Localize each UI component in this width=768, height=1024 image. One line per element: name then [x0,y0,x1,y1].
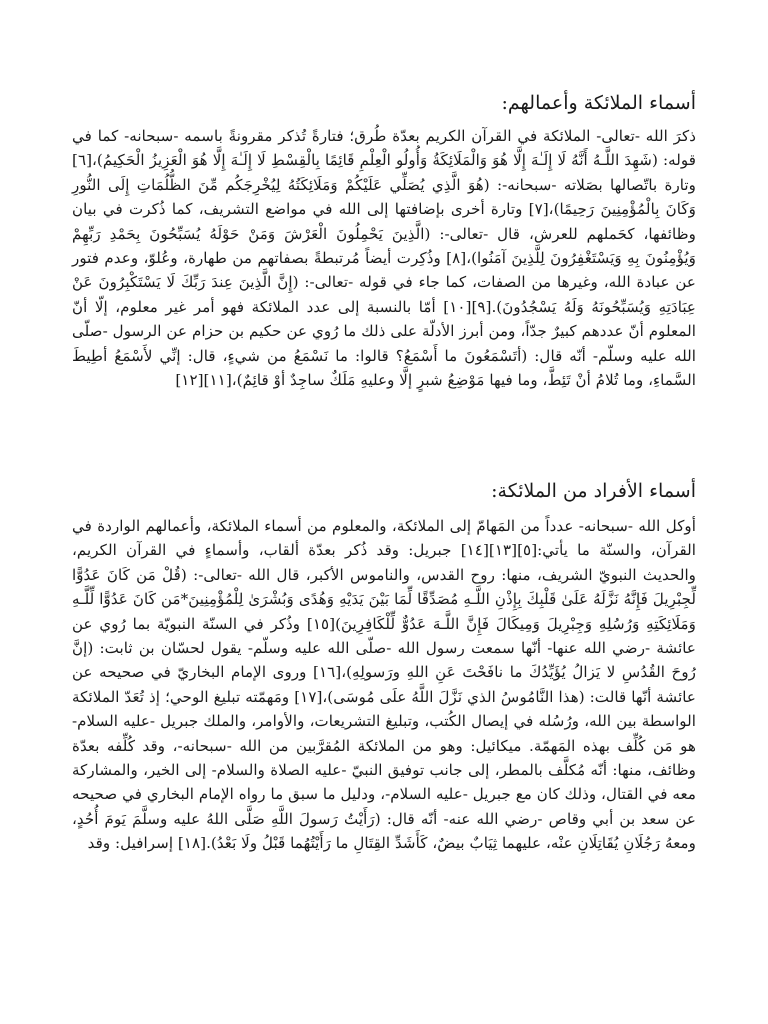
section-paragraph-individual-angels: أوكل الله -سبحانه- عدداً من المَهامّ إلى الملائكة، والمعلوم من أسماء الملائكة، وأعمالهم الواردة في القرآن، والسنّة ما يأتي:[٥][١٣][١٤] جبريل: وقد ذُكر بعدّة ألقاب، وأسماءٍ في القرآن الكريم، والحديث النبويّ الشريف، منها: روح القدس، والناموس الأكبر، قال الله -تعالى-: (قُلْ مَن كَانَ عَدُوًّا لِّجِبْرِيلَ فَإِنَّهُ نَزَّلَهُ عَلَىٰ قَلْبِكَ بِإِذْنِ اللَّـهِ مُصَدِّقًا لِّمَا بَيْنَ يَدَيْهِ وَهُدًى وَبُشْرَىٰ لِلْمُؤْمِنِينَ*مَن كَانَ عَدُوًّا لِّلَّـهِ وَمَلَائِكَتِهِ وَرُسُلِهِ وَجِبْرِيلَ وَمِيكَالَ فَإِنَّ اللَّـهَ عَدُوٌّ لِّلْكَافِرِينَ)[١٥] وذُكر في السنّة النبويّة بما رُوي عن عائشة -رضي الله عنها- أنّها سمعت رسول الله -صلّى الله عليه وسلّم- يقول لحسّان بن ثابت: (إنَّ رُوحَ القُدُسِ لا يَزالُ يُؤَيِّدُكَ ما نافَحْتَ عَنِ اللهِ ورَسولِهِ)،[١٦] وروى الإمام البخاريّ في صحيحه عن عائشة أنّها قالت: (هذا النَّامُوسُ الذي نَزَّلَ اللَّهُ علَى مُوسَى)،[١٧] ومَهمّته تبليغ الوحي؛ إذ تُعَدّ الملائكة الواسطة بين الله، ورُسُله في إيصال الكُتب، وتبليغ التشريعات، والأوامر، والملك جبريل -عليه السلام- هو مَن كُلِّف بهذه المَهمّة. ميكائيل: وهو من الملائكة المُقرَّبين من الله -سبحانه-، وقد كُلِّفه بعدّة وظائف، منها: أنّه مُكلَّف بالمطر، إلى جانب توفيق النبيّ -عليه الصلاة والسلام- إلى الخير، والمشاركة معه في القتال، وذلك كان مع جبريل -عليه السلام-، ودليل ما سبق ما رواه الإمام البخاري في صحيحه عن سعد بن أبي وقاص -رضي الله عنه- أنّه قال: (رَأَيْتُ رَسولَ اللَّهِ صَلَّى اللهُ عليه وسلَّمَ يَومَ أُحُدٍ، ومعهُ رَجُلَانِ يُقَاتِلَانِ عنْه، عليهما ثِيَابٌ بيضٌ، كَأَشَدِّ القِتَالِ ما رَأَيْتُهُما قَبْلُ ولَا بَعْدُ).[١٨] إسرافيل: وقد [72,517,696,853]
section-paragraph-angels-names-and-deeds: ذكرَ الله -تعالى- الملائكة في القرآن الكريم بعدّة طُرق؛ فتارةً تُذكر مقرونةً باسمه -سبحانه- كما في قوله: (شَهِدَ اللَّـهُ أَنَّهُ لَا إِلَـٰهَ إِلَّا هُوَ وَالْمَلَائِكَةُ وَأُولُو الْعِلْمِ قَائِمًا بِالْقِسْطِ لَا إِلَـٰهَ إِلَّا هُوَ الْعَزِيزُ الْحَكِيمُ)،[٦] وتارة باتّصالها بصَلاته -سبحانه-: (هُوَ الَّذِي يُصَلِّي عَلَيْكُمْ وَمَلَائِكَتُهُ لِيُخْرِجَكُم مِّنَ الظُّلُمَاتِ إِلَى النُّورِ وَكَانَ بِالْمُؤْمِنِينَ رَحِيمًا)،[٧] وتارة أخرى بإضافتها إلى الله في مواضع التشريف، كما ذُكرت في بيان وظائفها، كحَملهم للعرش، قال -تعالى-: (الَّذِينَ يَحْمِلُونَ الْعَرْشَ وَمَنْ حَوْلَهُ يُسَبِّحُونَ بِحَمْدِ رَبِّهِمْ وَيُؤْمِنُونَ بِهِ وَيَسْتَغْفِرُونَ لِلَّذِينَ آمَنُوا)،[٨] وذُكِرت أيضاً مُرتبطةً بصفاتهم من طهارة، وعُلوّ، وعدم فتور عن عبادة الله، وغيرها من الصفات، كما جاء في قوله -تعالى-: (إِنَّ الَّذِينَ عِندَ رَبِّكَ لَا يَسْتَكْبِرُونَ عَنْ عِبَادَتِهِ وَيُسَبِّحُونَهُ وَلَهُ يَسْجُدُونَ).[٩][١٠] أمّا بالنسبة إلى عدد الملائكة فهو أمر غير معلوم، إلّا أنّ المعلوم أنّ عددهم كبيرٌ جدّاً، ومن أبرز الأدلّة على ذلك ما رُوي عن حكيم بن حزام عن الرسول -صلّى الله عليه وسلّم- أنّه قال: (أتَسْمَعُونَ ما أَسْمَعُ؟ قالوا: ما نَسْمَعُ من شيءٍ، قال: إنِّي لأَسْمَعُ أطِيطَ السَّماءِ، وما تُلامُ أنْ تَئِطَّ، وما فيها مَوْضِعُ شبرٍ إلَّا وعليهِ مَلَكٌ ساجِدٌ أوْ قائِمٌ)،[١١][١٢] [72,127,696,390]
section-heading-angels-names-and-deeds: أسماء الملائكة وأعمالهم: [501,92,696,114]
section-heading-individual-angels: أسماء الأفراد من الملائكة: [491,480,696,502]
